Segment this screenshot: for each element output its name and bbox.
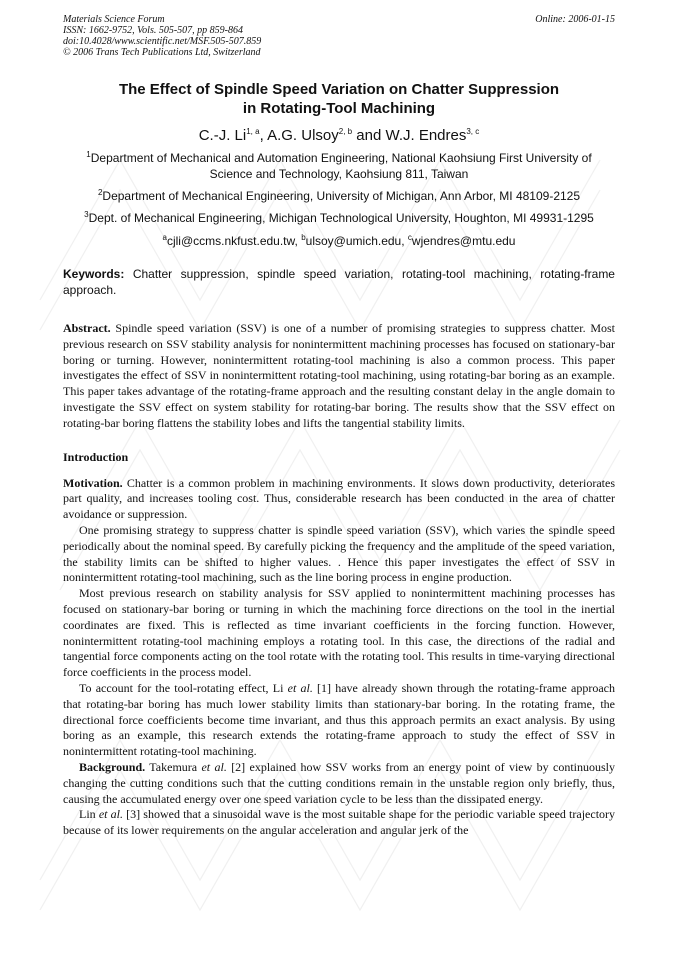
paragraph-4-text-b: [1] have already shown through the rotating-frame approach that rotating-bar boring has much lower stability limits than stationary-bar boring. In the rotating frame, the directional force coefficients become time invariant, and thus this approach permits an exact analysis. By using boring as an example, this research extends the rotating-frame approach to study the effect of SSV in nonintermittent rotating-tool machining. — [63, 680, 615, 759]
author-2: A.G. Ulsoy — [267, 127, 339, 144]
author-1-sup: 1, a — [246, 127, 260, 136]
affiliation-3-text: Dept. of Mechanical Engineering, Michigan Technological University, Houghton, MI 49931-1295 — [88, 211, 594, 225]
paragraph-6-text-a: Lin — [79, 807, 96, 822]
paragraph-6-etal: et al. — [98, 807, 123, 822]
email-3[interactable]: wjendres@mtu.edu — [411, 234, 516, 248]
email-3-sup: c — [407, 233, 412, 242]
affiliation-1-text: Department of Mechanical and Automation Engineering, National Kaohsiung First University of Science and Technology, Kaohsiung 811, Taiwan — [90, 151, 592, 181]
journal-copyright: © 2006 Trans Tech Publications Ltd, Switzerland — [63, 47, 261, 58]
paragraph-background — [63, 760, 615, 807]
online-date: Online: 2006-01-15 — [535, 14, 615, 25]
paragraph-4-etal: et al. — [287, 680, 313, 695]
introduction-body — [63, 476, 615, 839]
affiliation-3-sup: 3 — [84, 210, 89, 219]
journal-issn: ISSN: 1662-9752, Vols. 505-507, pp 859-864 — [63, 25, 243, 36]
affiliation-1-sup: 1 — [86, 150, 91, 159]
paragraph-4-text-a: To account for the tool-rotating effect, Li — [79, 680, 284, 695]
title-line-2: in Rotating-Tool Machining — [242, 100, 436, 117]
journal-name: Materials Science Forum — [63, 14, 165, 25]
email-1[interactable]: cjli@ccms.nkfust.edu.tw, — [166, 234, 298, 248]
email-1-sup: a — [162, 233, 167, 242]
author-and: and — [356, 127, 382, 144]
paragraph-5-etal: et al. — [201, 759, 227, 774]
paragraph-5-text-a: Takemura — [149, 759, 198, 774]
paragraph-6-text-b: [3] showed that a sinusoidal wave is the most suitable shape for the periodic variable speed trajectory because of its lower requirements on the angular acceleration and angular jerk of the — [63, 807, 616, 838]
paragraph-tool-rotating-effect — [63, 681, 615, 760]
title-line-1: The Effect of Spindle Speed Variation on Chatter Suppression — [118, 81, 560, 98]
affiliation-1 — [63, 150, 615, 182]
motivation-text: Chatter is a common problem in machining environments. It slows down productivity, deteriorates part quality, and increases tooling cost. Thus, considerable research has been conducted in the area of chatter avoidance or suppression. — [63, 475, 615, 522]
keywords — [63, 266, 615, 298]
author-list: C.-J. Li$^{1, a}$, A.G. Ulsoy$^{2, b}$ and W.J. Endres$^{3, c}$ — [198, 127, 480, 144]
email-2-sup: b — [301, 233, 306, 242]
paragraph-ssv-strategy: One promising strategy to suppress chatter is spindle speed variation (SSV), which varies the spindle speed periodically about the nominal speed. By carefully picking the frequency and the amplitude of the speed variation, the stability limits can be shifted to higher values. . Hence this paper investigates the effect of SSV in nonintermittent rotating-tool machining, such as the line boring process in engine production. — [63, 522, 615, 585]
author-2-sup: 2, b — [338, 127, 353, 136]
keywords-label: Keywords: — [63, 267, 125, 281]
affiliation-2-text: Department of Mechanical Engineering, University of Michigan, Ann Arbor, MI 48109-2125 — [102, 189, 581, 203]
paragraph-lin — [63, 807, 615, 839]
journal-doi: doi:10.4028/www.scientific.net/MSF.505-507.859 — [63, 36, 262, 47]
affiliation-3 — [57, 210, 621, 226]
abstract — [63, 321, 615, 432]
email-2[interactable]: ulsoy@umich.edu, — [305, 234, 405, 248]
paper-title — [63, 80, 615, 118]
motivation-label: Motivation. — [63, 475, 123, 490]
author-3: W.J. Endres — [385, 127, 467, 144]
journal-header — [63, 14, 615, 58]
abstract-label: Abstract. — [63, 321, 111, 335]
affiliation-2-sup: 2 — [97, 188, 103, 197]
background-label: Background. — [79, 759, 146, 774]
paragraph-previous-research: Most previous research on stability analysis for SSV applied to nonintermittent machining processes has focused on stationary-bar boring or turning in which the machining force directions on the tool in the inertial coordinates are fixed. This is reflected as time invariant coefficients in the forcing function. However, nonintermittent rotating-tool machining employs a rotating tool. In this case, the directions of the radial and tangential force components acting on the tool rotate with the rotating tool. This results in time-varying directional force coefficients in the process model. — [63, 586, 615, 680]
author-3-sup: 3, c — [466, 127, 480, 136]
paper-page — [63, 14, 615, 839]
author-emails — [63, 234, 615, 248]
paragraph-motivation — [63, 476, 615, 523]
affiliation-2 — [63, 188, 615, 204]
keywords-text: Chatter suppression, spindle speed variation, rotating-tool machining, rotating-frame approach. — [63, 267, 615, 297]
author-1: C.-J. Li — [198, 127, 247, 144]
abstract-text: Spindle speed variation (SSV) is one of a number of promising strategies to suppress chatter. Most previous research on SSV stability analysis for nonintermittent machining processes has focused on stationary-bar boring or turning. However, nonintermittent rotating-tool machining is also a common process. This paper investigates the effect of SSV in nonintermittent rotating-tool machining, using rotating-bar boring as an example. This paper takes advantage of the rotating-frame approach and the resulting constant delay in the angle domain to investigate the SSV effect on system stability for rotating-bar boring. The results show that the SSV effect on rotating-bar boring flattens the stability lobes and lifts the tangential stability limits. — [63, 321, 616, 430]
section-heading-introduction: Introduction — [63, 449, 129, 464]
paragraph-5-text-b: [2] explained how SSV works from an energy point of view by continuously changing the cutting conditions such that the cutting conditions remain in the unstable region only briefly, thus, causing the accumulated energy over one speed variation cycle to be less than the dissipated energy. — [63, 759, 615, 806]
